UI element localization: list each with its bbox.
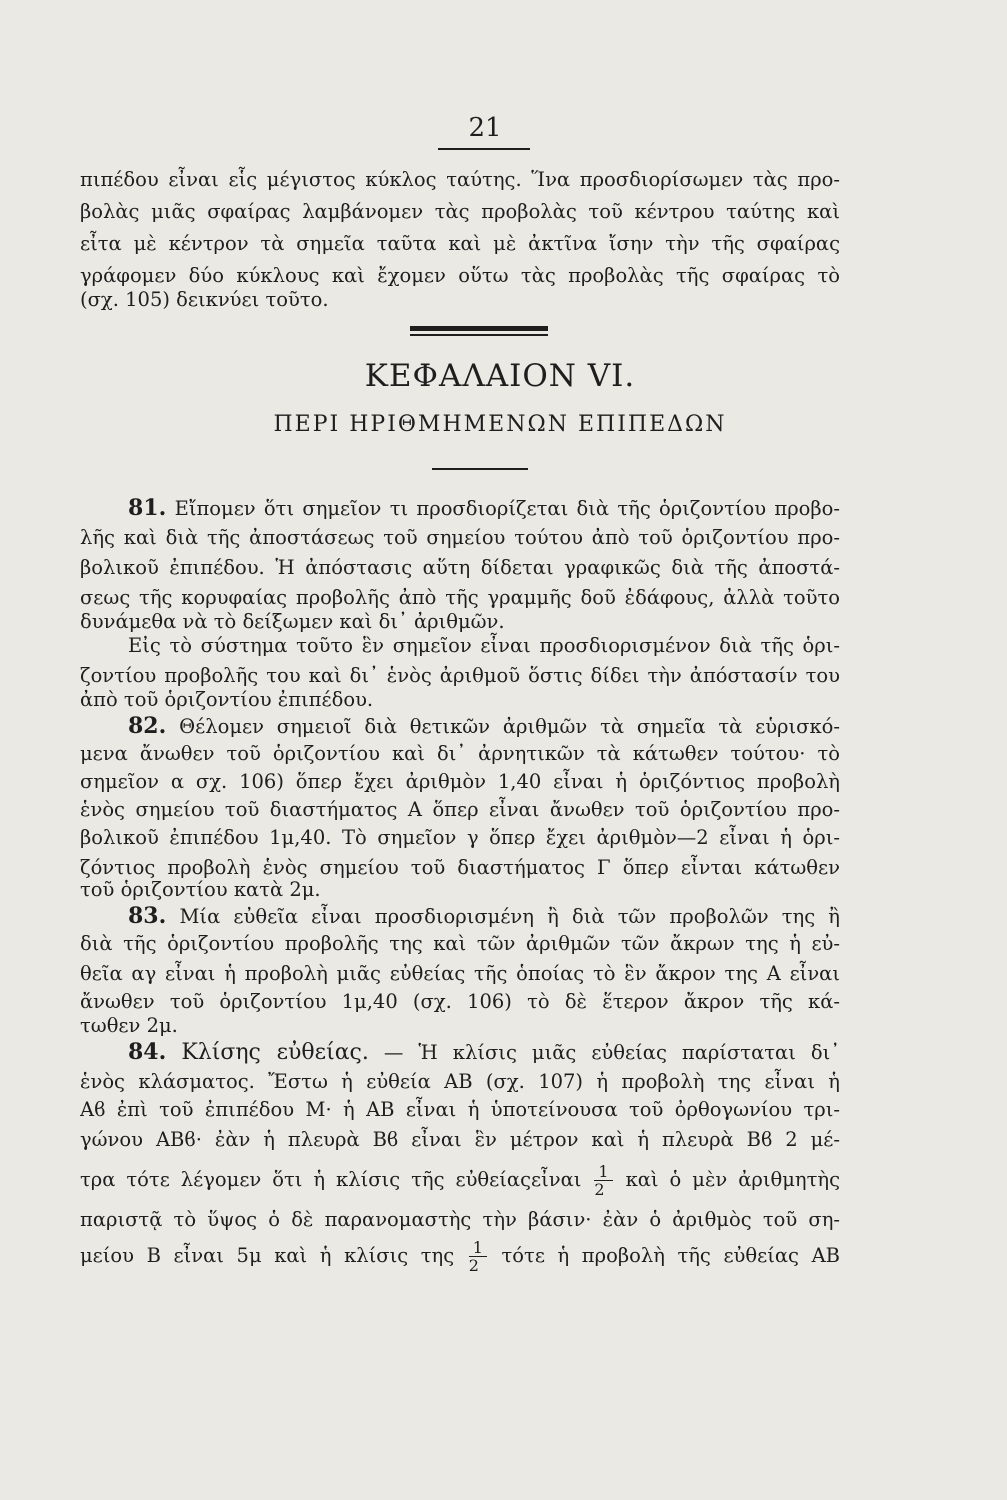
section-number-84: 84. <box>128 1039 167 1065</box>
text-line-with-fraction <box>80 1236 840 1276</box>
page-number: 21 <box>468 113 502 143</box>
text-line: πιπέδου εἶναι εἷς μέγιστος κύκλος ταύτης. Ἵνα προσδιορίσωμεν τὰς προ- <box>80 168 840 191</box>
page-number-underline <box>438 148 530 150</box>
text-line: ἑνὸς σημείου τοῦ διαστήματος Α ὅπερ εἶναι ἄνωθεν τοῦ ὁριζοντίου προ- <box>80 798 840 821</box>
text-segment: μείου Β εἶναι 5μ καὶ ἡ κλίσις της <box>80 1244 455 1267</box>
text-line: βολικοῦ ἐπιπέδου 1μ,40. Τὸ σημεῖον γ ὅπερ ἔχει ἀριθμὸν—2 εἶναι ἡ ὁρι- <box>80 826 840 849</box>
text-line: ἀπὸ τοῦ ὁριζοντίου ἐπιπέδου. <box>80 688 374 711</box>
chapter-subtitle-rule <box>432 468 528 470</box>
fraction-numerator: 1 <box>469 1239 487 1257</box>
text-line: γώνου ΑΒϐ· ἐὰν ἡ πλευρὰ Βϐ εἶναι ἓν μέτρον καὶ ἡ πλευρὰ Βϐ 2 μέ- <box>80 1128 840 1151</box>
text-segment: καὶ ὁ μὲν ἀριθμητὴς <box>625 1168 840 1191</box>
section-83-text: Μία εὐθεῖα εἶναι προσδιορισμένη ἢ διὰ τῶν προβολῶν της ἢ <box>179 905 840 928</box>
text-line: γράφομεν δύο κύκλους καὶ ἔχομεν οὕτω τὰς προβολὰς τῆς σφαίρας τὸ <box>80 264 840 287</box>
text-line: ἄνωθεν τοῦ ὁριζοντίου 1μ,40 (σχ. 106) τὸ δὲ ἕτερον ἄκρον τῆς κά- <box>80 990 840 1013</box>
section-82-text: Θέλομεν σημειοῖ διὰ θετικῶν ἀριθμῶν τὰ σημεῖα τὰ εὑρισκό- <box>179 715 840 738</box>
text-line: σημεῖον α σχ. 106) ὅπερ ἔχει ἀριθμὸν 1,40 εἶναι ἡ ὁριζόντιος προβολὴ <box>80 770 840 793</box>
section-81-first-line <box>128 492 840 524</box>
section-number-81: 81. <box>128 495 167 521</box>
text-line: Εἰς τὸ σύστημα τοῦτο ἓν σημεῖον εἶναι προσδιορισμένον διὰ τῆς ὁρι- <box>128 634 840 657</box>
text-line-with-fraction <box>80 1160 840 1200</box>
chapter-subtitle: ΠΕΡΙ ΗΡΙΘΜΗΜΕΝΩΝ ΕΠΙΠΕΔΩΝ <box>273 412 727 437</box>
text-line: σεως τῆς κορυφαίας προβολῆς ἀπὸ τῆς γραμμῆς δοῦ ἐδάφους, ἀλλὰ τοῦτο <box>80 586 840 609</box>
section-number-83: 83. <box>128 903 167 929</box>
fraction-one-half <box>469 1239 487 1274</box>
text-line: εἶτα μὲ κέντρον τὰ σημεῖα ταῦτα καὶ μὲ ἀκτῖνα ἴσην τὴν τῆς σφαίρας <box>80 232 840 255</box>
text-segment: τότε ἡ προβολὴ τῆς εὐθείας ΑΒ <box>501 1244 840 1267</box>
text-line: διὰ τῆς ὁριζοντίου προβολῆς της καὶ τῶν ἀριθμῶν τῶν ἄκρων της ἡ εὐ- <box>80 932 840 955</box>
text-line: Αϐ ἐπὶ τοῦ ἐπιπέδου Μ· ἡ ΑΒ εἶναι ἡ ὑποτείνουσα τοῦ ὀρθογωνίου τρι- <box>80 1098 840 1121</box>
text-line: τωθεν 2μ. <box>80 1014 178 1037</box>
fraction-numerator: 1 <box>594 1163 612 1181</box>
chapter-double-rule-bottom <box>410 334 548 336</box>
text-line: (σχ. 105) δεικνύει τοῦτο. <box>80 288 329 311</box>
text-line: βολικοῦ ἐπιπέδου. Ἡ ἀπόστασις αὕτη δίδεται γραφικῶς διὰ τῆς ἀποστά- <box>80 556 840 579</box>
section-84-first-line <box>128 1036 840 1068</box>
text-line: βολὰς μιᾶς σφαίρας λαμβάνομεν τὰς προβολὰς τοῦ κέντρου ταύτης καὶ <box>80 200 840 223</box>
chapter-title: ΚΕΦΑΛΑΙΟΝ VI. <box>364 358 636 394</box>
chapter-double-rule-top <box>410 326 548 331</box>
text-line: δυνάμεθα νὰ τὸ δείξωμεν καὶ δι᾽ ἀριθμῶν. <box>80 610 505 633</box>
text-segment: τρα τότε λέγομεν ὅτι ἡ κλίσις τῆς εὐθείαςεἶναι <box>80 1168 582 1191</box>
section-84-heading: Κλίσης εὐθείας. <box>181 1040 369 1065</box>
section-number-82: 82. <box>128 713 167 739</box>
fraction-denominator: 2 <box>594 1180 605 1199</box>
text-line: λῆς καὶ διὰ τῆς ἀποστάσεως τοῦ σημείου τούτου ἀπὸ τοῦ ὁριζοντίου προ- <box>80 526 840 549</box>
text-line: ζόντιος προβολὴ ἑνὸς σημείου τοῦ διαστήματος Γ ὅπερ εἶνται κάτωθεν <box>80 856 840 879</box>
text-line: ἑνὸς κλάσματος. Ἔστω ἡ εὐθεία ΑΒ (σχ. 107) ἡ προβολὴ της εἶναι ἡ <box>80 1070 840 1093</box>
text-line: τοῦ ὁριζοντίου κατὰ 2μ. <box>80 878 321 901</box>
text-line: μενα ἄνωθεν τοῦ ὁριζοντίου καὶ δι᾽ ἀρνητικῶν τὰ κάτωθεν τούτου· τὸ <box>80 742 840 765</box>
fraction-one-half <box>594 1163 612 1198</box>
text-line: θεῖα αγ εἶναι ἡ προβολὴ μιᾶς εὐθείας τῆς ὁποίας τὸ ἓν ἄκρον της Α εἶναι <box>80 962 840 985</box>
text-line: παριστᾷ τὸ ὕψος ὁ δὲ παρανομαστὴς τὴν βάσιν· ἐὰν ὁ ἀριθμὸς τοῦ ση- <box>80 1208 840 1231</box>
fraction-denominator: 2 <box>468 1256 479 1275</box>
section-84-text: — Ἡ κλίσις μιᾶς εὐθείας παρίσταται δι᾽ <box>383 1041 840 1064</box>
text-line: ζοντίου προβολῆς του καὶ δι᾽ ἑνὸς ἀριθμοῦ ὅστις δίδει τὴν ἀπόστασίν του <box>80 664 840 687</box>
section-81-text: Εἴπομεν ὅτι σημεῖον τι προσδιορίζεται διὰ τῆς ὁριζοντίου προβο- <box>174 497 840 520</box>
